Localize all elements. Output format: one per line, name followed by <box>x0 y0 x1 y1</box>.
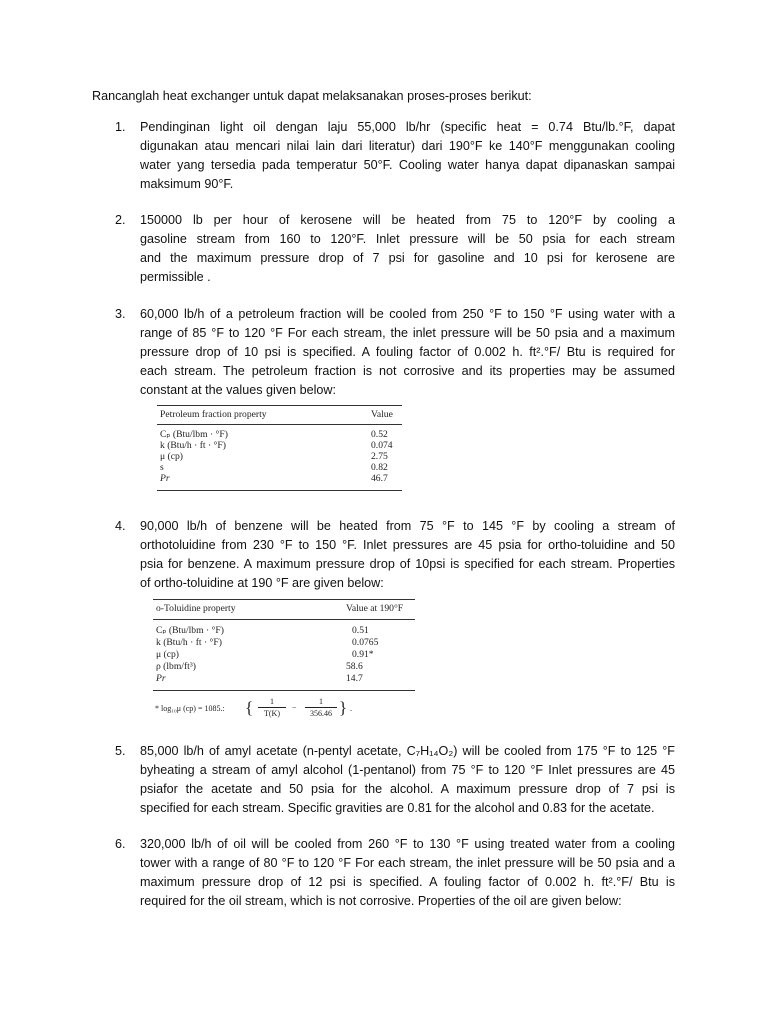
problem-line: 85,000 lb/h of amyl acetate (n-pentyl acetate, C₇H₁₄O₂) will be cooled from 175 °F to 125 °F <box>140 744 675 758</box>
table-cell-property: Pr <box>156 673 166 684</box>
table-rule <box>153 599 415 600</box>
problem-line: of ortho-toluidine at 190 °F are given below: <box>140 576 384 590</box>
problem-line: 60,000 lb/h of a petroleum fraction will be cooled from 250 °F to 150 °F using water with a <box>140 307 675 321</box>
problem-line: Pendinginan light oil dengan laju 55,000 lb/hr (specific heat = 0.74 Btu/lb.°F, dapat <box>140 120 675 134</box>
problem-line: psia for benzene. A maximum pressure drop of 10psi is specified for each stream. Properties <box>140 557 675 571</box>
problem-line: digunakan atau mencari nilai lain dari literatur) dari 190°F ke 140°F menggunakan cooling <box>140 139 675 153</box>
problem-line: and the maximum pressure drop of 7 psi for gasoline and 10 psi for kerosene are <box>140 251 675 265</box>
table-header-value: Value <box>371 409 393 420</box>
problem-line: required for the oil stream, which is not corrosive. Properties of the oil are given below: <box>140 894 622 908</box>
problem-number: 2. <box>115 213 126 227</box>
footnote-prefix: * log₁₀μ (cp) = 1085.: <box>155 704 225 713</box>
table-cell-property: Cₚ (Btu/lbm · °F) <box>156 625 224 636</box>
table-cell-value: 0.51 <box>352 625 369 636</box>
problem-line: constant at the values given below: <box>140 383 337 397</box>
table-rule <box>157 405 402 406</box>
problem-number: 5. <box>115 744 126 758</box>
table-cell-value: 0.0765 <box>352 637 379 648</box>
problem-3 <box>115 305 675 400</box>
table-rule <box>153 619 415 620</box>
table-rule <box>157 490 402 491</box>
petroleum-property-table <box>157 404 402 494</box>
problem-line: psiafor the acetate and 50 psia for the alcohol. A maximum pressure drop of 7 psi is <box>140 782 675 796</box>
problem-line: byheating a stream of amyl alcohol (1-pentanol) from 75 °F to 120 °F Inlet pressures are 45 <box>140 763 675 777</box>
problem-line: range of 85 °F to 120 °F For each stream, the inlet pressure will be 50 psia and a maximum <box>140 326 675 340</box>
toluidine-property-table <box>153 598 415 693</box>
table-cell-value: 58.6 <box>346 661 363 672</box>
problem-line: maksimum 90°F. <box>140 177 234 191</box>
problem-line: pressure drop of 10 psi is specified. A fouling factor of 0.002 h. ft².°F/ Btu is required for <box>140 345 675 359</box>
left-brace: { <box>245 698 254 717</box>
table-cell-property: ρ (lbm/ft³) <box>156 661 196 672</box>
problem-number: 3. <box>115 307 126 321</box>
problem-5 <box>115 742 675 818</box>
problem-line: water yang tersedia pada temperatur 50°F. Cooling water hanya dapat dipanaskan sampai <box>140 158 675 172</box>
table-cell-value: 46.7 <box>371 473 388 484</box>
table-cell-property: Cₚ (Btu/lbm · °F) <box>160 429 228 440</box>
fraction-denominator: 356.46 <box>310 709 332 718</box>
problem-number: 4. <box>115 519 126 533</box>
table-cell-value: 14.7 <box>346 673 363 684</box>
footnote-period: . <box>350 704 352 713</box>
problem-line: orthotoluidine from 230 °F to 150 °F. Inlet pressures are 45 psia for ortho-toluidine and 50 <box>140 538 675 552</box>
fraction-numerator: 1 <box>258 697 286 708</box>
table-cell-property: μ (cp) <box>156 649 179 660</box>
problem-line: specified for each stream. Specific gravities are 0.81 for the alcohol and 0.83 for the acetate. <box>140 801 655 815</box>
problem-4 <box>115 517 675 593</box>
table-cell-property: k (Btu/h · ft · °F) <box>160 440 226 451</box>
table-rule <box>157 424 402 425</box>
table-cell-value: 0.074 <box>371 440 393 451</box>
fraction-numerator: 1 <box>305 697 337 708</box>
problem-line: 320,000 lb/h of oil will be cooled from 260 °F to 130 °F using treated water from a cooling <box>140 837 675 851</box>
table-cell-value: 2.75 <box>371 451 388 462</box>
intro-text: Rancanglah heat exchanger untuk dapat melaksanakan proses-proses berikut: <box>92 89 532 103</box>
problem-2 <box>115 211 675 287</box>
table-footnote <box>155 697 355 721</box>
table-header-property: o-Toluidine property <box>156 603 236 614</box>
table-cell-property: Pr <box>160 473 170 484</box>
problem-number: 1. <box>115 120 126 134</box>
table-cell-property: s <box>160 462 164 473</box>
problem-1 <box>115 118 675 194</box>
table-cell-value: 0.52 <box>371 429 388 440</box>
fraction-denominator: T(K) <box>264 709 280 718</box>
problem-line: permissible . <box>140 270 211 284</box>
table-cell-value: 0.82 <box>371 462 388 473</box>
problem-6 <box>115 835 675 911</box>
table-cell-value: 0.91* <box>352 649 374 660</box>
problem-line: 150000 lb per hour of kerosene will be heated from 75 to 120°F by cooling a <box>140 213 675 227</box>
problem-line: maximum pressure drop of 12 psi is specified. A fouling factor of 0.002 h. ft².°F/ Btu is <box>140 875 675 889</box>
right-brace: } <box>339 698 348 717</box>
problem-number: 6. <box>115 837 126 851</box>
minus-sign: − <box>292 703 297 712</box>
table-cell-property: k (Btu/h · ft · °F) <box>156 637 222 648</box>
problem-line: tower with a range of 80 °F to 120 °F For each stream, the inlet pressure will be 50 psia and a <box>140 856 675 870</box>
problem-line: gasoline stream from 160 to 120°F. Inlet pressure will be 50 psia for each stream <box>140 232 675 246</box>
table-header-value: Value at 190°F <box>346 603 404 614</box>
problem-line: each stream. The petroleum fraction is not corrosive and its properties may be assumed <box>140 364 675 378</box>
table-cell-property: μ (cp) <box>160 451 183 462</box>
problem-line: 90,000 lb/h of benzene will be heated from 75 °F to 145 °F by cooling a stream of <box>140 519 675 533</box>
table-rule <box>153 690 415 691</box>
table-header-property: Petroleum fraction property <box>160 409 267 420</box>
